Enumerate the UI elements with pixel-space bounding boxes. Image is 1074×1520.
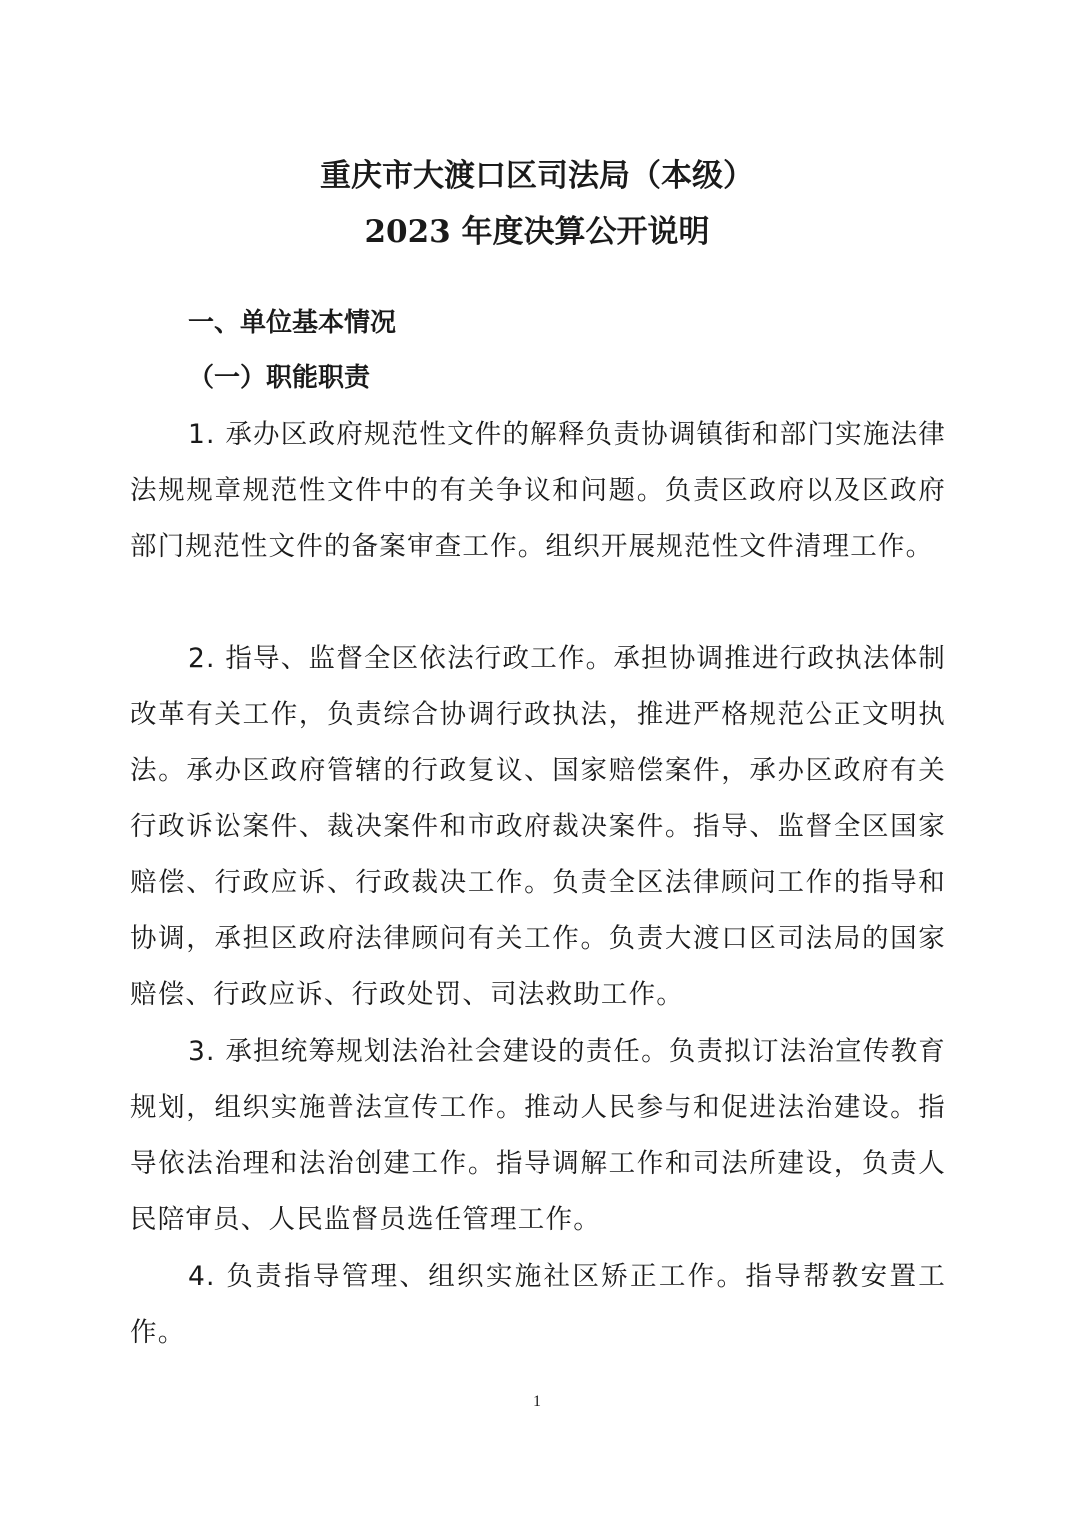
duty-paragraph-1: 1. 承办区政府规范性文件的解释负责协调镇街和部门实施法律法规规章规范性文件中的有关争议和问题。负责区政府以及区政府部门规范性文件的备案审查工作。组织开展规范性文件清理工作。 bbox=[130, 419, 946, 562]
section-heading-basic-info: 一、单位基本情况 bbox=[188, 308, 397, 338]
document-title-line-2: 2023 年度决算公开说明 bbox=[364, 214, 710, 250]
duty-paragraph-2: 2. 指导、监督全区依法行政工作。承担协调推进行政执法体制改革有关工作，负责综合协调行政执法，推进严格规范公正文明执法。承办区政府管辖的行政复议、国家赔偿案件，承办区政府有关行政诉讼案件、裁决案件和市政府裁决案件。指导、监督全区国家赔偿、行政应诉、行政裁决工作。负责全区法律顾问工作的指导和协调，承担区政府法律顾问有关工作。负责大渡口区司法局的国家赔偿、行政应诉、行政处罚、司法救助工作。 bbox=[130, 643, 946, 1010]
duty-paragraph-3: 3. 承担统筹规划法治社会建设的责任。负责拟订法治宣传教育规划，组织实施普法宣传工作。推动人民参与和促进法治建设。指导依法治理和法治创建工作。指导调解工作和司法所建设，负责人民陪审员、人民监督员选任管理工作。 bbox=[130, 1036, 946, 1235]
page-number: 1 bbox=[533, 1393, 541, 1410]
duty-paragraph-4: 4. 负责指导管理、组织实施社区矫正工作。指导帮教安置工作。 bbox=[130, 1261, 946, 1348]
document-title-line-1: 重庆市大渡口区司法局（本级） bbox=[320, 158, 754, 194]
subsection-heading-duties: （一）职能职责 bbox=[188, 363, 371, 393]
